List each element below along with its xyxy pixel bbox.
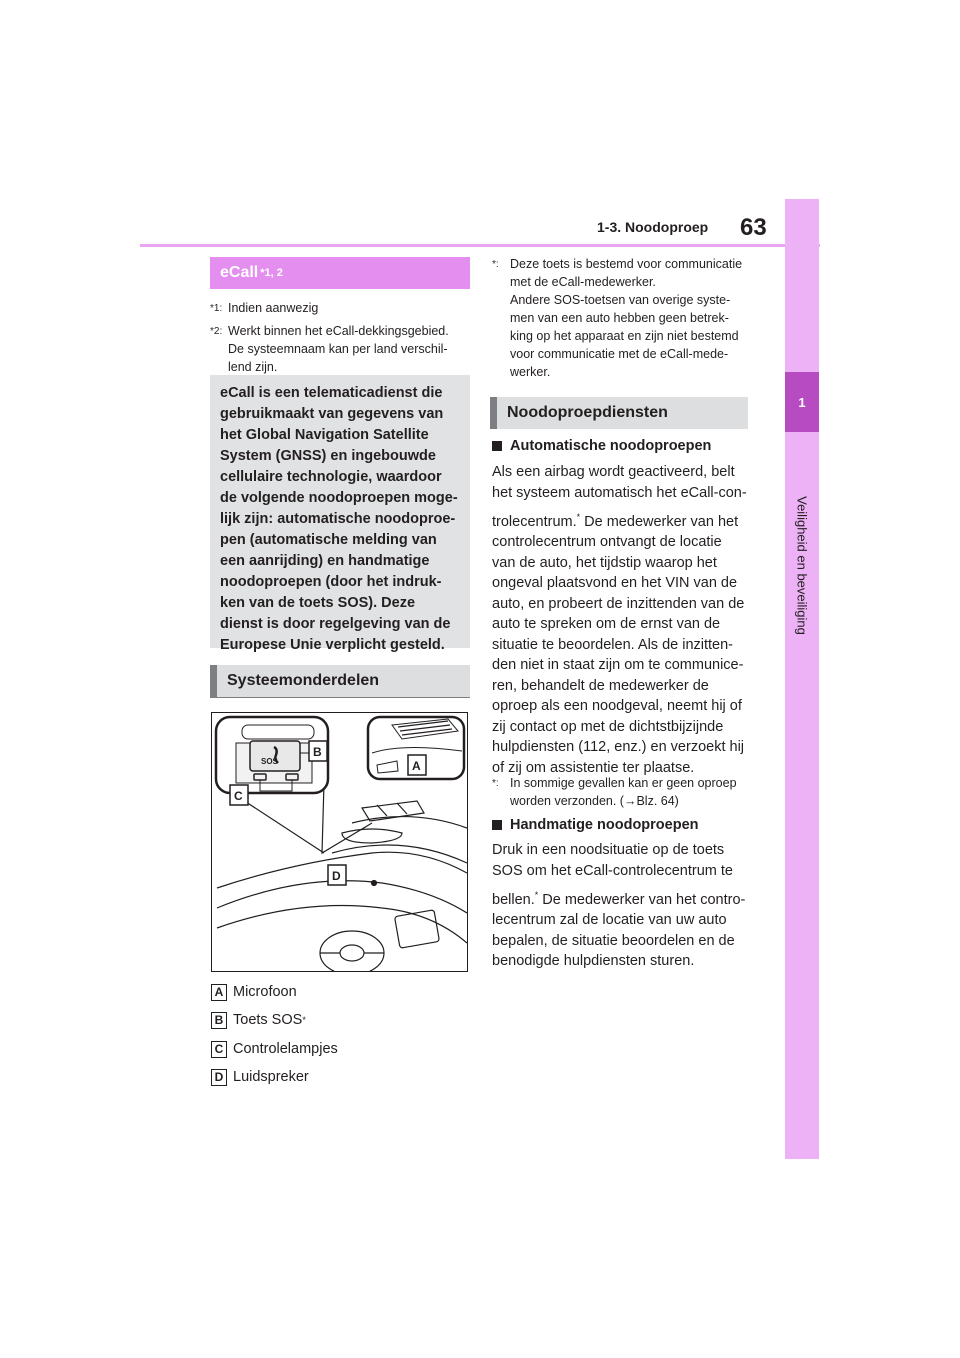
components-title: Systeemonderdelen: [210, 665, 470, 698]
manual-call-text: Druk in een noodsituatie op de toets SOS om het eCall-controlecentrum te bellen.* De medewerker van het contro- lecentrum zal de locatie van uw auto bepalen, de situatie beoordelen en de benodigde hulpdiensten sturen.: [492, 842, 746, 970]
label-d: D: [332, 869, 341, 883]
car-interior-illustration: [212, 713, 467, 971]
square-bullet-icon: [492, 441, 502, 451]
manual-call-heading: Handmatige noodoproepen: [492, 817, 699, 833]
sos-button-text: SOS: [261, 757, 278, 766]
legend-item-c: C Controlelampjes: [211, 1039, 338, 1059]
chapter-number: 1: [785, 372, 819, 432]
services-title: Noodoproepdiensten: [490, 397, 748, 429]
label-a: A: [412, 759, 421, 773]
ecall-intro-box: eCall is een telematicadienst die gebruikmaakt van gegevens van het Global Navigation Satellite System (GNSS) en ingebouwde cellulaire technologie, waardoor de volgende noodoproepen moge- lijk zijn: automatische noodoproe- pen (automatische melding van een aanrijding) en handmatige noodoproepen (door het indruk- ken van de toets SOS). Deze dienst is door regelgeving van de Europese Unie verplicht gesteld.: [210, 375, 470, 648]
page-number: 63: [740, 214, 767, 241]
legend-item-b: B Toets SOS *: [211, 1010, 306, 1030]
auto-call-text: Als een airbag wordt geactiveerd, belt het systeem automatisch het eCall-con- trolecentrum.* De medewerker van het controlecentrum ontvangt de locatie van de auto, het tijdstip waarop het ongeval plaatsvond en het VIN van de auto, en probeert de inzittenden van de auto te spreken om de ernst van de situatie te beoordelen. Als de inzitten- den niet in staat zijn om te communice- ren, behandelt de medewerker de oproep als een noodgeval, neemt hij of zij contact op met de dichtstbijzijnde hulpdiensten (112, enz.) en verzoekt hij of zij om assistentie ter plaatse.: [492, 464, 747, 776]
header-rule: [140, 244, 820, 247]
auto-call-heading: Automatische noodoproepen: [492, 438, 711, 454]
legend-item-d: D Luidspreker: [211, 1067, 309, 1087]
chapter-title: Veiligheid en beveiliging: [794, 496, 810, 635]
label-c: C: [234, 789, 243, 803]
section-title: 1-3. Noodoproep: [597, 219, 709, 235]
square-bullet-icon: [492, 820, 502, 830]
car-interior-diagram: [211, 712, 468, 972]
label-b: B: [313, 745, 322, 759]
legend-item-a: A Microfoon: [211, 982, 297, 1002]
ecall-title: eCall *1, 2: [210, 257, 470, 289]
